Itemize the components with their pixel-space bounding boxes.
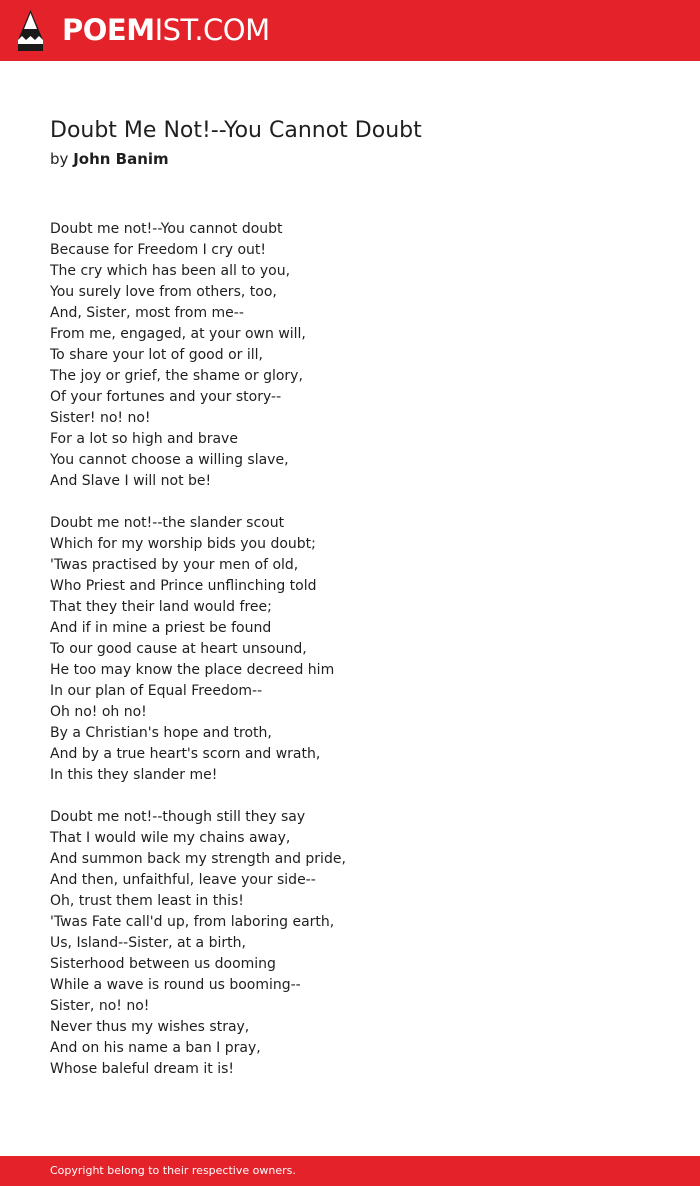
pencil-tip-icon[interactable] xyxy=(18,10,43,51)
poem-line: Which for my worship bids you doubt; xyxy=(50,536,316,552)
poem-line: Whose baleful dream it is! xyxy=(50,1061,234,1077)
stanza-2 xyxy=(50,513,650,786)
stanza-1 xyxy=(50,219,650,492)
logo-brand-bold: POEM xyxy=(62,13,155,47)
poem-line: While a wave is round us booming-- xyxy=(50,977,301,993)
poem-line: You surely love from others, too, xyxy=(50,284,277,300)
poem-line: In our plan of Equal Freedom-- xyxy=(50,683,263,699)
poem-title: Doubt Me Not!--You Cannot Doubt xyxy=(50,118,422,143)
poem-line: Doubt me not!--You cannot doubt xyxy=(50,221,283,237)
poem-line: By a Christian's hope and troth, xyxy=(50,725,272,741)
poem-line: In this they slander me! xyxy=(50,767,218,783)
poem-line: Doubt me not!--though still they say xyxy=(50,809,306,825)
poem-line: He too may know the place decreed him xyxy=(50,662,335,678)
author-name: John Banim xyxy=(73,150,169,168)
poem-line: Oh no! oh no! xyxy=(50,704,147,720)
poem-line: That I would wile my chains away, xyxy=(50,830,291,846)
poem-line: Who Priest and Prince unflinching told xyxy=(50,578,317,594)
poem-line: And Slave I will not be! xyxy=(50,473,212,489)
poem-line: Us, Island--Sister, at a birth, xyxy=(50,935,246,951)
poem-line: Oh, trust them least in this! xyxy=(50,893,244,909)
poem-line: To our good cause at heart unsound, xyxy=(50,641,307,657)
site-footer xyxy=(0,1156,700,1186)
copyright-notice: Copyright belong to their respective owners. xyxy=(50,1164,296,1177)
poem-byline xyxy=(50,149,169,169)
poem-line: The cry which has been all to you, xyxy=(50,263,291,279)
poem-line: 'Twas Fate call'd up, from laboring earth, xyxy=(50,914,335,930)
poem-line: For a lot so high and brave xyxy=(50,431,238,447)
poem-body xyxy=(50,219,650,1101)
poem-line: Sisterhood between us dooming xyxy=(50,956,276,972)
site-logo[interactable] xyxy=(62,12,270,48)
poem-line: Never thus my wishes stray, xyxy=(50,1019,250,1035)
by-label: by xyxy=(50,150,69,168)
poem-line: 'Twas practised by your men of old, xyxy=(50,557,299,573)
poem-line: Because for Freedom I cry out! xyxy=(50,242,266,258)
poem-line: Sister, no! no! xyxy=(50,998,150,1014)
poem-line: You cannot choose a willing slave, xyxy=(50,452,289,468)
site-header xyxy=(0,0,700,61)
poem-line: And by a true heart's scorn and wrath, xyxy=(50,746,321,762)
poem-line: To share your lot of good or ill, xyxy=(50,347,263,363)
poem-line: Sister! no! no! xyxy=(50,410,151,426)
poem-line: That they their land would free; xyxy=(50,599,272,615)
poem-line: And if in mine a priest be found xyxy=(50,620,272,636)
poem-line: And, Sister, most from me-- xyxy=(50,305,244,321)
poem-line: Of your fortunes and your story-- xyxy=(50,389,282,405)
stanza-3 xyxy=(50,807,650,1080)
logo-brand-light: IST.COM xyxy=(154,13,270,47)
poem-line: And summon back my strength and pride, xyxy=(50,851,346,867)
poem-line: And then, unfaithful, leave your side-- xyxy=(50,872,316,888)
poem-line: And on his name a ban I pray, xyxy=(50,1040,261,1056)
poem-line: From me, engaged, at your own will, xyxy=(50,326,306,342)
poem-line: The joy or grief, the shame or glory, xyxy=(50,368,303,384)
poem-line: Doubt me not!--the slander scout xyxy=(50,515,285,531)
